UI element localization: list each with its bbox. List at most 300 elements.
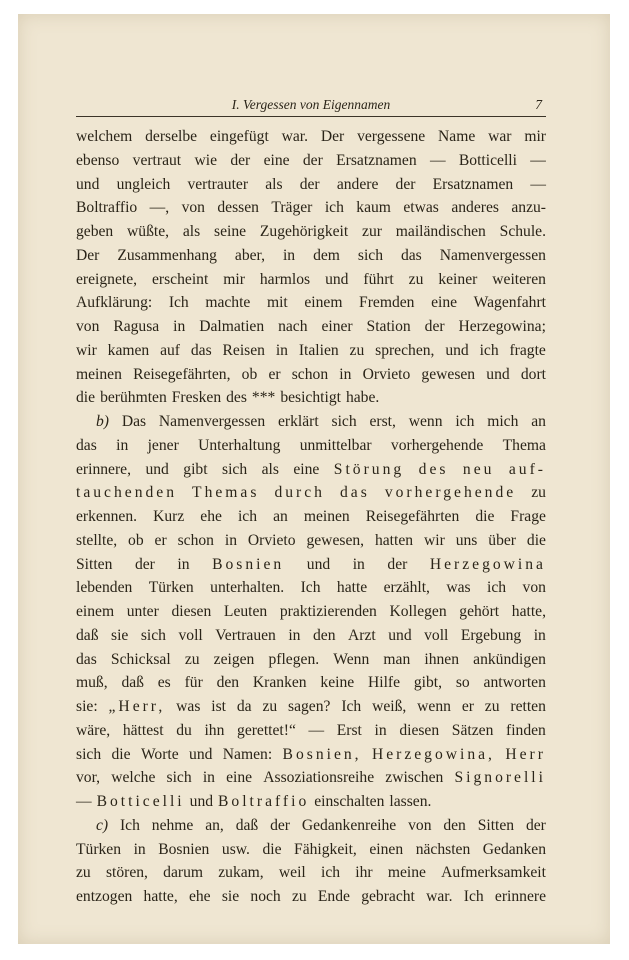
- word: einschalten: [314, 793, 385, 810]
- text-line: [76, 600, 546, 624]
- word: Reisegefährten: [365, 508, 460, 525]
- word: Wenn: [333, 650, 370, 668]
- word: ich: [479, 341, 499, 359]
- word: Hilfe: [368, 674, 401, 692]
- word: der: [424, 318, 445, 335]
- word: so: [455, 674, 470, 692]
- word: zwischen: [385, 769, 444, 787]
- word: durch: [274, 484, 325, 502]
- word: neu: [462, 460, 495, 478]
- word: das: [400, 246, 422, 264]
- text-line: [76, 790, 546, 814]
- word: zu: [484, 698, 500, 715]
- word: das: [76, 650, 97, 668]
- word: derselbe: [145, 128, 198, 145]
- word: er: [268, 365, 281, 383]
- word: Botticelli: [96, 793, 185, 810]
- word: stellte,: [76, 531, 118, 549]
- word: eine: [226, 769, 253, 787]
- word: Frage: [510, 508, 546, 525]
- text-line: [76, 173, 546, 197]
- word: stören,: [105, 864, 148, 882]
- word: zu: [76, 864, 91, 882]
- word: nächsten: [415, 840, 471, 858]
- word: sich: [357, 246, 383, 264]
- word: den: [443, 816, 466, 834]
- word: der: [230, 151, 251, 169]
- word: wie: [194, 151, 217, 169]
- word: zu: [349, 341, 365, 359]
- word: der: [270, 816, 290, 834]
- word: Ergebung: [460, 626, 522, 644]
- word: ihn: [204, 721, 225, 739]
- word: Gedanken: [482, 840, 546, 858]
- word: Assoziationsreihe: [263, 769, 375, 787]
- word: erkennen.: [76, 508, 138, 525]
- word: hatte,: [511, 603, 546, 620]
- word: darum: [163, 864, 204, 882]
- word: man: [383, 650, 411, 668]
- word: Ich: [168, 294, 189, 312]
- word: unter: [126, 603, 159, 620]
- word: ankündigen: [473, 650, 546, 668]
- word: in: [202, 769, 215, 787]
- word: schon: [177, 531, 214, 549]
- word: praktizierenden: [279, 603, 377, 620]
- word: das: [340, 484, 370, 502]
- word: Fremden: [359, 294, 415, 312]
- word: dem: [313, 246, 340, 264]
- word: gibt,: [413, 674, 443, 692]
- word: gerettet!“: [237, 721, 296, 739]
- word: eine: [293, 460, 320, 478]
- word: vorhergehende: [384, 484, 517, 502]
- book-page: [76, 96, 546, 909]
- word: Botticelli: [458, 151, 517, 169]
- word: vorhergehende: [390, 436, 484, 454]
- word: ungleich: [116, 175, 171, 193]
- word: er: [154, 531, 167, 549]
- text-line: [76, 505, 546, 529]
- word: voll: [178, 626, 203, 644]
- word: gewesen,: [306, 531, 365, 549]
- word: der: [299, 175, 320, 193]
- word: machte: [205, 294, 251, 312]
- text-line: [76, 766, 546, 790]
- word: etwas: [403, 199, 439, 217]
- word: hatte,: [143, 888, 178, 905]
- chapter-title: I. Vergessen von Eigennamen: [231, 97, 391, 112]
- word: Ragusa: [113, 318, 160, 335]
- word: Fähigkeit,: [294, 840, 357, 858]
- word: welche: [111, 769, 156, 787]
- word: Fresken: [171, 389, 222, 407]
- word: einem: [76, 603, 115, 620]
- word: Name: [438, 128, 476, 145]
- word: wenn: [417, 698, 451, 715]
- text-line: [76, 220, 546, 244]
- word: Sitten: [477, 816, 515, 834]
- word: und: [189, 745, 213, 763]
- word: Aufklärung:: [76, 294, 153, 312]
- word: Aufmerksamkeit: [441, 864, 546, 882]
- word: wir: [423, 531, 445, 549]
- word: weil: [278, 864, 306, 882]
- word: den: [216, 674, 240, 692]
- word: ich: [237, 508, 258, 525]
- text-line: [76, 814, 546, 838]
- text-line: [76, 339, 546, 363]
- word: ihr: [355, 864, 373, 882]
- text-line: [76, 125, 546, 149]
- word: Kurz: [153, 508, 185, 525]
- word: sagen?: [288, 698, 331, 715]
- word: des: [226, 389, 247, 407]
- word: „Herr,: [108, 698, 166, 715]
- word: hatte: [336, 579, 368, 597]
- word: von: [522, 579, 546, 597]
- word: dort: [520, 365, 546, 383]
- word: lebenden: [76, 579, 133, 597]
- word: Das: [121, 413, 147, 430]
- word: die: [526, 531, 546, 549]
- word: meine: [387, 864, 426, 882]
- word: ereignete,: [76, 270, 138, 288]
- text-line: [76, 885, 546, 909]
- word: sie:: [76, 698, 98, 715]
- word: muß,: [76, 674, 108, 692]
- word: zu: [531, 484, 546, 502]
- word: und: [189, 793, 214, 810]
- word: vertraut: [132, 151, 182, 169]
- word: Orvieto: [362, 365, 411, 383]
- word: zu: [184, 650, 200, 668]
- word: zu: [408, 270, 424, 288]
- word: der: [134, 555, 155, 573]
- text-line: [76, 576, 546, 600]
- word: zu: [262, 698, 278, 715]
- word: fragte: [509, 341, 546, 359]
- word: pflegen.: [268, 650, 320, 668]
- word: und: [145, 460, 169, 478]
- word: Themas: [192, 484, 260, 502]
- word: erzählt,: [383, 579, 430, 597]
- word: uns: [455, 531, 478, 549]
- word: Dalmatien: [199, 318, 265, 335]
- word: sich: [76, 745, 102, 763]
- word: Sitten: [76, 555, 113, 573]
- word: ihnen: [424, 650, 460, 668]
- word: in: [275, 341, 288, 359]
- word: sich: [331, 413, 357, 430]
- word: ehe: [188, 888, 211, 905]
- word: Ende: [317, 888, 350, 905]
- word: Ich: [300, 579, 321, 597]
- word: aber,: [234, 246, 266, 264]
- text-line: [76, 291, 546, 315]
- word: wäre,: [76, 721, 111, 739]
- word: —: [530, 175, 546, 193]
- word: nach: [278, 318, 308, 335]
- word: als: [265, 175, 283, 193]
- word: wenn: [408, 413, 443, 430]
- word: ob: [128, 531, 144, 549]
- word: daß: [235, 816, 259, 834]
- word: als: [182, 223, 201, 240]
- word: an,: [205, 816, 224, 834]
- word: unmittelbar: [299, 436, 372, 454]
- word: Zusammenhang: [117, 246, 217, 264]
- word: sie: [221, 888, 240, 905]
- word: Namen:: [222, 745, 273, 763]
- word: Signorelli: [454, 769, 546, 787]
- word: wüßte,: [127, 223, 170, 240]
- text-line: [76, 648, 546, 672]
- page-number: 7: [535, 97, 542, 112]
- word: sie: [111, 626, 129, 644]
- word: kaum: [356, 199, 391, 217]
- word: Kollegen: [389, 603, 447, 620]
- word: Bosnien: [158, 840, 210, 858]
- word: des: [418, 460, 449, 478]
- text-line: [76, 671, 546, 695]
- word: und: [306, 555, 331, 573]
- word: Station: [366, 318, 411, 335]
- word: er: [461, 698, 474, 715]
- word: auf-: [508, 460, 546, 478]
- word: Sätzen: [451, 721, 494, 739]
- text-line: [76, 386, 546, 410]
- word: war.: [426, 888, 453, 905]
- word: lassen.: [389, 793, 432, 810]
- word: zukam,: [218, 864, 264, 882]
- word: von: [408, 816, 432, 834]
- word: noch: [250, 888, 281, 905]
- word: seine: [214, 223, 247, 240]
- word: schon: [291, 365, 329, 383]
- word: Boltraffio: [76, 199, 138, 217]
- word: Ersatznamen: [336, 151, 417, 169]
- word: meinen: [76, 365, 122, 383]
- word: dessen: [217, 199, 259, 217]
- text-line: [76, 719, 546, 743]
- word: von: [76, 318, 100, 335]
- word: in: [177, 555, 190, 573]
- word: von: [181, 199, 205, 217]
- word: keine: [320, 674, 355, 692]
- word: eine: [263, 151, 290, 169]
- text-line: [76, 196, 546, 220]
- word: in: [352, 555, 365, 573]
- word: Wagenfahrt: [473, 294, 546, 312]
- word: ob: [241, 365, 258, 383]
- word: Ich: [119, 816, 140, 834]
- word: Boltraffio: [218, 793, 310, 810]
- word: Schule.: [499, 223, 546, 240]
- word: in: [224, 531, 238, 549]
- word: keiner: [438, 270, 478, 288]
- word: die: [111, 745, 131, 763]
- word: erinnere,: [76, 460, 131, 478]
- word: Herzegowina,: [371, 745, 495, 763]
- word: sich: [140, 626, 166, 644]
- word: mit: [266, 294, 288, 312]
- word: gebracht: [361, 888, 415, 905]
- text-line: [76, 481, 546, 505]
- word: Träger: [271, 199, 313, 217]
- word: gehört: [459, 603, 500, 620]
- word: Zugehörigkeit: [259, 223, 349, 240]
- word: ich: [455, 413, 475, 430]
- word: du: [176, 721, 192, 739]
- word: diesen: [171, 603, 212, 620]
- word: über: [488, 531, 516, 549]
- word: ist: [211, 698, 226, 715]
- word: in: [116, 436, 129, 454]
- word: c): [96, 816, 109, 834]
- word: vergessene: [357, 128, 426, 145]
- word: mailändischen: [395, 223, 486, 240]
- word: war: [488, 128, 512, 145]
- word: unterhalten.: [210, 579, 285, 597]
- word: tauchenden: [76, 484, 178, 502]
- word: was: [176, 698, 201, 715]
- word: die: [475, 508, 495, 525]
- word: Ersatznamen: [432, 175, 514, 193]
- word: und: [486, 365, 510, 383]
- word: besichtigt: [280, 389, 341, 407]
- word: Bosnien,: [282, 745, 362, 763]
- word: ehe: [200, 508, 222, 525]
- word: der: [395, 175, 416, 193]
- word: Italien: [298, 341, 339, 359]
- word: geben: [76, 223, 114, 240]
- word: weiß,: [372, 698, 407, 715]
- word: —: [308, 721, 325, 739]
- word: ich: [487, 579, 507, 597]
- word: an: [531, 413, 546, 430]
- word: harmlos: [259, 270, 311, 288]
- text-line: [76, 624, 546, 648]
- text-line: [76, 458, 546, 482]
- word: ich: [321, 864, 341, 882]
- word: das: [190, 341, 212, 359]
- word: als: [261, 460, 279, 478]
- word: Namenvergessen: [158, 413, 266, 430]
- text-line: [76, 363, 546, 387]
- word: weiteren: [492, 270, 546, 288]
- word: sich: [166, 769, 192, 787]
- word: erklärt: [277, 413, 319, 430]
- word: voll: [424, 626, 449, 644]
- word: und: [388, 626, 412, 644]
- word: in: [288, 626, 301, 644]
- word: Störung: [333, 460, 405, 478]
- word: mich: [487, 413, 519, 430]
- text-line: [76, 434, 546, 458]
- word: da: [236, 698, 252, 715]
- word: b): [96, 413, 109, 430]
- scanned-page: [18, 14, 610, 944]
- word: Namenvergessen: [439, 246, 546, 264]
- word: das: [76, 436, 97, 454]
- word: in: [133, 840, 146, 858]
- word: berühmten: [100, 389, 167, 407]
- word: auf: [160, 341, 181, 359]
- word: Unterhaltung: [198, 436, 281, 454]
- text-line: [76, 315, 546, 339]
- word: anzu-: [511, 199, 546, 217]
- word: Türken: [148, 579, 194, 597]
- word: Thema: [502, 436, 546, 454]
- word: —: [429, 151, 446, 169]
- word: sprechen,: [375, 341, 435, 359]
- word: es: [157, 674, 171, 692]
- word: finden: [506, 721, 546, 739]
- word: —: [76, 793, 92, 810]
- word: —: [530, 151, 546, 169]
- word: in: [282, 246, 296, 264]
- word: meinen: [303, 508, 350, 525]
- word: Arzt: [348, 626, 376, 644]
- text-line: [76, 838, 546, 862]
- word: entzogen: [76, 888, 133, 905]
- word: hatten: [374, 531, 414, 549]
- word: in: [173, 318, 186, 335]
- word: Ich: [341, 698, 362, 715]
- text-line: [76, 553, 546, 577]
- word: den: [312, 626, 336, 644]
- text-line: [76, 149, 546, 173]
- word: welchem: [76, 128, 133, 145]
- word: der: [387, 555, 408, 573]
- word: Reisegefährten,: [133, 365, 231, 383]
- word: und: [445, 341, 469, 359]
- word: Ich: [463, 888, 484, 905]
- word: ***: [251, 389, 276, 407]
- body-text: [76, 125, 546, 909]
- word: habe.: [345, 389, 380, 407]
- text-line: [76, 410, 546, 434]
- word: die: [262, 840, 282, 858]
- word: Vertrauen: [215, 626, 276, 644]
- word: Gedankenreihe: [301, 816, 397, 834]
- word: zu: [291, 888, 307, 905]
- word: an: [273, 508, 288, 525]
- word: zur: [362, 223, 382, 240]
- word: die: [76, 389, 96, 407]
- word: Leuten: [223, 603, 268, 620]
- word: gewesen: [421, 365, 476, 383]
- word: Worte: [140, 745, 179, 763]
- word: zeigen: [213, 650, 255, 668]
- text-line: [76, 268, 546, 292]
- word: jener: [147, 436, 179, 454]
- word: und: [76, 175, 100, 193]
- word: in: [374, 721, 387, 739]
- word: Türken: [76, 840, 122, 858]
- word: andere: [336, 175, 379, 193]
- word: Reisen: [222, 341, 265, 359]
- word: einer: [321, 318, 353, 335]
- word: anderes: [451, 199, 499, 217]
- word: erscheint: [152, 270, 209, 288]
- word: ich: [324, 199, 344, 217]
- word: mir: [223, 270, 245, 288]
- word: Schicksal: [110, 650, 171, 668]
- word: kamen: [107, 341, 150, 359]
- text-line: [76, 529, 546, 553]
